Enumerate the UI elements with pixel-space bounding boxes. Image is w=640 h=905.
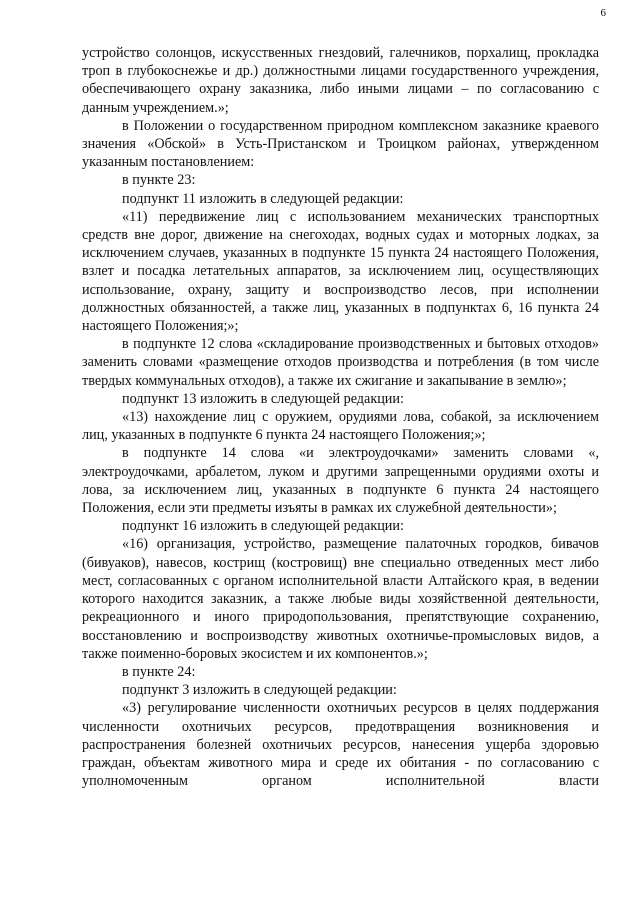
paragraph-subitem-11-heading: подпункт 11 изложить в следующей редакции: (122, 190, 404, 207)
paragraph-subitem-16-text: «16) организация, устройство, размещение палаточных городков, бивачов (бивуаков), навесов, кострищ (костровищ) вне специально отведенных мест либо мест, согласованных с органом исполнительной власти Алтайского края, в ведении которого находится заказник, а также любые виды хозяйственной деятельности, рекреационного и иного природопользования, препятствующие сохранению, восстановлению и воспроизводству животных охотничье-промысловых видов, а также поименно-боровых экосистем и их компонентов.»; (82, 536, 599, 662)
paragraph-subitem-11-text: «11) передвижение лиц с использованием механических транспортных средств вне дорог, движение на снегоходах, водных судах и моторных лодках, за исключением случаев, указанных в подпункте 15 пункта 24 настоящего Положения, взлет и посадка летательных аппаратов, за исключением лиц, осуществляющих использование, охрану, защиту и воспроизводство лесов, при исполнении должностных обязанностей, а также лиц, указанных в подпунктах 6, 16 пункта 24 настоящего Положения;»; (82, 208, 599, 335)
paragraph-item-24: в пункте 24: (122, 663, 196, 680)
document-body (82, 44, 599, 790)
paragraph-item-23: в пункте 23: (122, 172, 196, 189)
paragraph-continuation: устройство солонцов, искусственных гнездовий, галечников, порхалищ, прокладка троп в глубокоснежье и др.) должностными лицами государственного учреждения, обеспечивающего охрану заказника, либо иными лицами – по согласованию с данным учреждением.»; (82, 45, 599, 116)
paragraph-subitem-12: в подпункте 12 слова «складирование производственных и бытовых отходов» заменить словами «размещение отходов производства и потребления (в том числе твердых коммунальных отходов), а также их сжигание и закапывание в землю»; (82, 336, 599, 389)
paragraph-subitem-3-heading: подпункт 3 изложить в следующей редакции: (122, 682, 397, 699)
paragraph-subitem-3-text: «3) регулирование численности охотничьих ресурсов в целях поддержания численности охотничьих ресурсов, предотвращения возникновения и распространения болезней охотничьих ресурсов, нанесения ущерба здоровью граждан, объектам животного мира и среде их обитания - по согласованию с уполномоченным органом исполнительной власти (82, 700, 599, 790)
paragraph-subitem-14: в подпункте 14 слова «и электроудочками» заменить словами «, электроудочками, арбалетом, луком и другими запрещенными орудиями охоты и лова, за исключением лиц, указанных в подпункте 6 пункта 24 настоящего Положения, если эти предметы изъяты в рамках их служебной деятельности»; (82, 445, 599, 517)
paragraph-subitem-13-heading: подпункт 13 изложить в следующей редакции: (122, 390, 404, 407)
paragraph-subitem-16-heading: подпункт 16 изложить в следующей редакции: (122, 518, 404, 535)
paragraph-subitem-13-text: «13) нахождение лиц с оружием, орудиями лова, собакой, за исключением лиц, указанных в подпункте 6 пункта 24 настоящего Положения;»; (82, 409, 599, 444)
page-number: 6 (600, 7, 606, 19)
paragraph-obskoy-intro: в Положении о государственном природном комплексном заказнике краевого значения «Обской» в Усть-Пристанском и Троицком районах, утвержденном указанным постановлением: (82, 117, 599, 171)
